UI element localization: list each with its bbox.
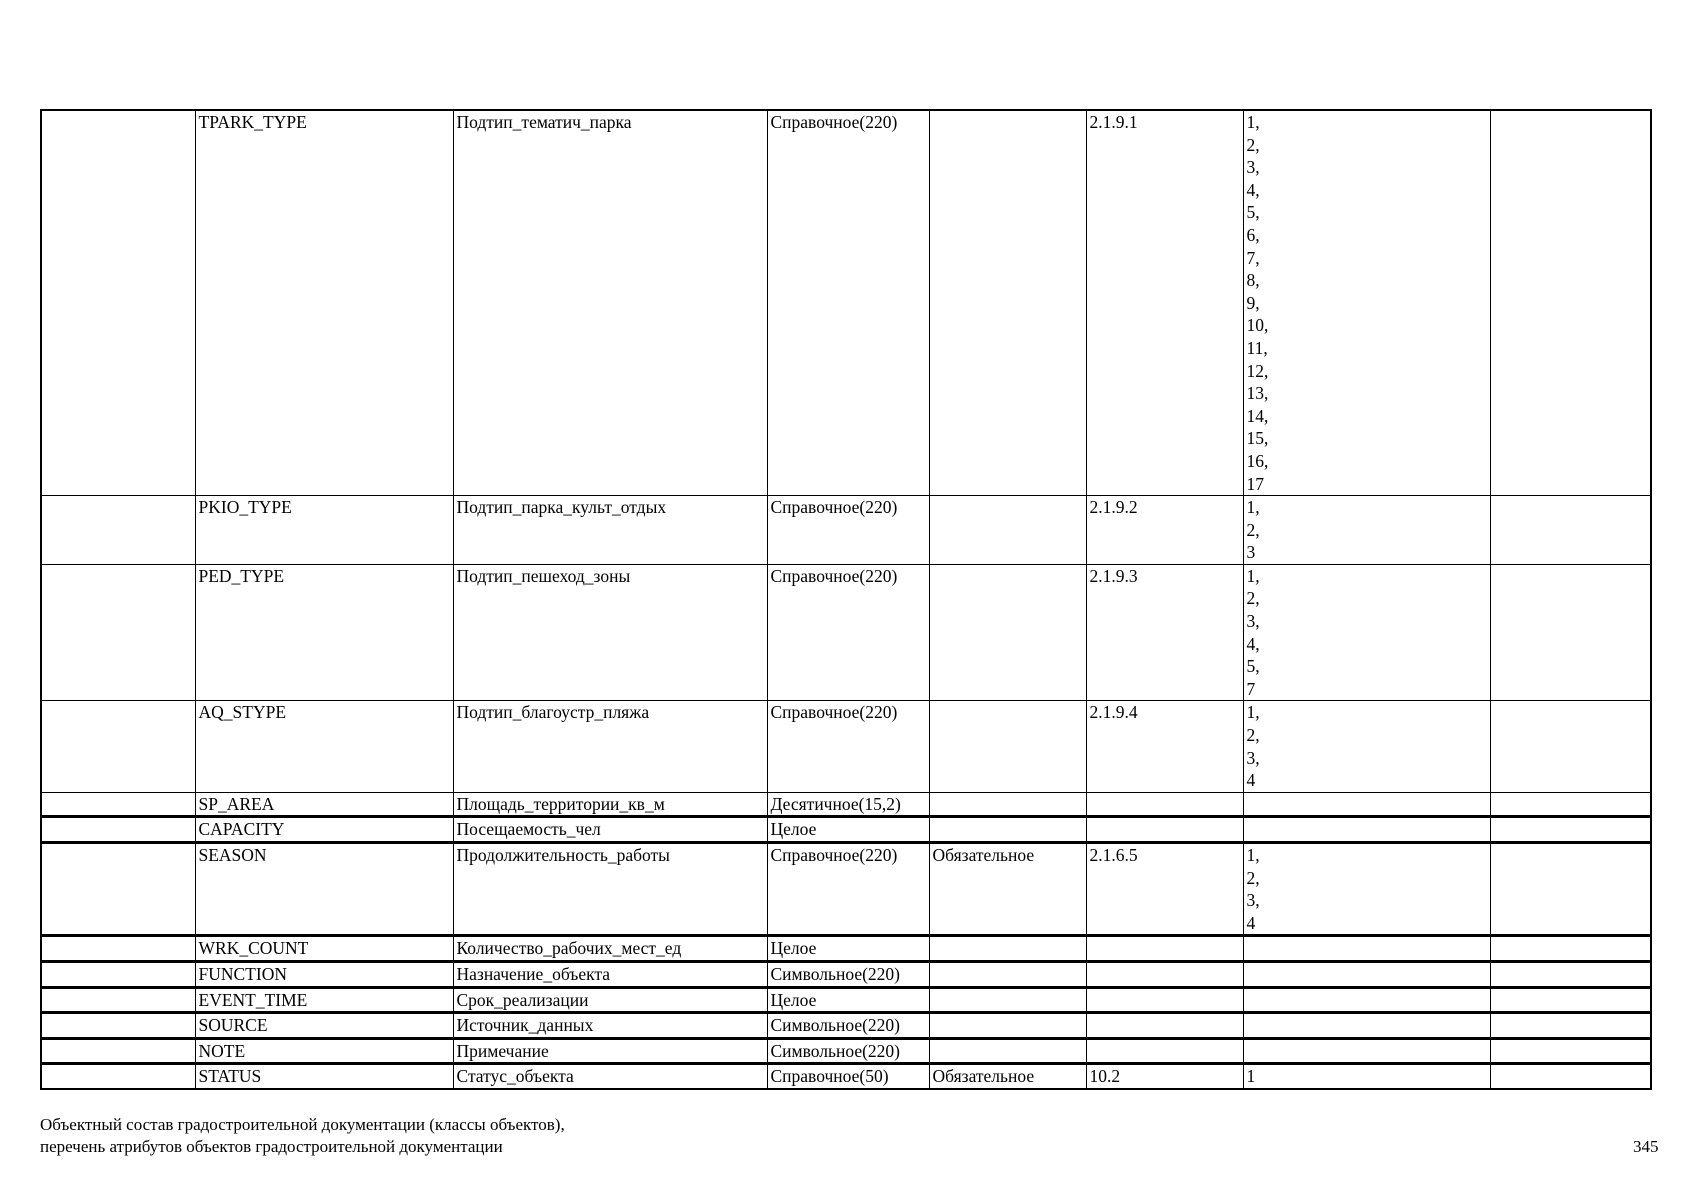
empty-cell [41, 701, 195, 792]
attribute-name-cell: Подтип_пешеход_зоны [453, 564, 767, 701]
empty-cell [1490, 961, 1651, 987]
table-row [41, 936, 1651, 962]
value-item: 4, [1246, 633, 1260, 654]
empty-cell [1490, 564, 1651, 701]
attribute-name-cell: Продолжительность_работы [453, 843, 767, 936]
required-cell [929, 1038, 1086, 1064]
values-cell [1243, 1013, 1490, 1039]
required-cell [929, 817, 1086, 843]
empty-cell [1490, 701, 1651, 792]
values-cell [1243, 987, 1490, 1013]
data-type-cell: Целое [767, 817, 929, 843]
table-row [41, 1038, 1651, 1064]
value-item: 16, [1246, 450, 1269, 471]
value-item: 1, [1246, 702, 1260, 723]
attribute-code-cell: CAPACITY [195, 817, 453, 843]
value-item: 15, [1246, 428, 1269, 449]
values-cell [1243, 496, 1490, 565]
data-type-cell: Символьное(220) [767, 1038, 929, 1064]
reference-cell: 10.2 [1086, 1064, 1243, 1089]
attribute-name-cell: Примечание [453, 1038, 767, 1064]
attribute-name-cell: Подтип_парка_культ_отдых [453, 496, 767, 565]
data-type-cell: Справочное(220) [767, 564, 929, 701]
footer-line-1: Объектный состав градостроительной документации (классы объектов), [40, 1115, 565, 1134]
values-cell [1243, 936, 1490, 962]
reference-cell [1086, 961, 1243, 987]
values-cell [1243, 817, 1490, 843]
attributes-table-body [41, 110, 1651, 1089]
attribute-code-cell: SEASON [195, 843, 453, 936]
attribute-name-cell: Подтип_благоустр_пляжа [453, 701, 767, 792]
value-item: 6, [1246, 224, 1260, 245]
empty-cell [41, 843, 195, 936]
attribute-code-cell: TPARK_TYPE [195, 110, 453, 496]
table-row [41, 1013, 1651, 1039]
attribute-code-cell: STATUS [195, 1064, 453, 1089]
table-row [41, 792, 1651, 817]
page-number: 345 [1633, 1137, 1659, 1156]
empty-cell [1490, 987, 1651, 1013]
reference-cell: 2.1.9.3 [1086, 564, 1243, 701]
table-row [41, 987, 1651, 1013]
data-type-cell: Целое [767, 936, 929, 962]
attribute-code-cell: EVENT_TIME [195, 987, 453, 1013]
data-type-cell: Справочное(220) [767, 496, 929, 565]
table-row [41, 496, 1651, 565]
table-row [41, 961, 1651, 987]
value-item: 2, [1246, 134, 1260, 155]
value-item: 10, [1246, 315, 1269, 336]
data-type-cell: Справочное(220) [767, 843, 929, 936]
value-item: 2, [1246, 867, 1260, 888]
values-cell [1243, 961, 1490, 987]
required-cell [929, 936, 1086, 962]
table-row [41, 843, 1651, 936]
reference-cell: 2.1.9.2 [1086, 496, 1243, 565]
attribute-code-cell: AQ_STYPE [195, 701, 453, 792]
attribute-name-cell: Площадь_территории_кв_м [453, 792, 767, 817]
value-item: 4, [1246, 179, 1260, 200]
reference-cell [1086, 936, 1243, 962]
value-item: 4 [1246, 770, 1256, 791]
attribute-name-cell: Срок_реализации [453, 987, 767, 1013]
value-item: 5, [1246, 656, 1260, 677]
empty-cell [41, 792, 195, 817]
required-cell [929, 110, 1086, 496]
required-cell [929, 496, 1086, 565]
value-item: 1, [1246, 112, 1260, 132]
document-footer [40, 1114, 565, 1158]
attribute-name-cell: Назначение_объекта [453, 961, 767, 987]
value-item: 4 [1246, 912, 1256, 933]
values-cell [1243, 701, 1490, 792]
data-type-cell: Десятичное(15,2) [767, 792, 929, 817]
value-item: 17 [1246, 473, 1264, 494]
reference-cell: 2.1.9.1 [1086, 110, 1243, 496]
values-cell [1243, 843, 1490, 936]
required-cell [929, 564, 1086, 701]
data-type-cell: Справочное(220) [767, 110, 929, 496]
attribute-code-cell: NOTE [195, 1038, 453, 1064]
empty-cell [1490, 110, 1651, 496]
required-cell [929, 1013, 1086, 1039]
empty-cell [1490, 936, 1651, 962]
data-type-cell: Символьное(220) [767, 1013, 929, 1039]
data-type-cell: Целое [767, 987, 929, 1013]
value-item: 2, [1246, 588, 1260, 609]
value-item: 5, [1246, 202, 1260, 223]
reference-cell [1086, 1038, 1243, 1064]
reference-cell [1086, 792, 1243, 817]
empty-cell [41, 1064, 195, 1089]
values-cell [1243, 1064, 1490, 1089]
reference-cell [1086, 817, 1243, 843]
attribute-code-cell: WRK_COUNT [195, 936, 453, 962]
reference-cell [1086, 987, 1243, 1013]
table-row [41, 1064, 1651, 1089]
empty-cell [41, 496, 195, 565]
empty-cell [41, 961, 195, 987]
empty-cell [1490, 1013, 1651, 1039]
reference-cell: 2.1.9.4 [1086, 701, 1243, 792]
required-cell [929, 701, 1086, 792]
values-cell [1243, 792, 1490, 817]
table-row [41, 110, 1651, 496]
required-cell [929, 961, 1086, 987]
attribute-code-cell: SP_AREA [195, 792, 453, 817]
empty-cell [1490, 843, 1651, 936]
table-row [41, 564, 1651, 701]
empty-cell [1490, 1038, 1651, 1064]
value-item: 3, [1246, 157, 1260, 178]
table-row [41, 817, 1651, 843]
required-cell [929, 987, 1086, 1013]
empty-cell [41, 817, 195, 843]
attribute-code-cell: PKIO_TYPE [195, 496, 453, 565]
value-item: 2, [1246, 725, 1260, 746]
reference-cell: 2.1.6.5 [1086, 843, 1243, 936]
attributes-table [40, 109, 1652, 1090]
value-item: 7, [1246, 247, 1260, 268]
value-item: 1, [1246, 565, 1260, 586]
values-cell [1243, 1038, 1490, 1064]
empty-cell [41, 987, 195, 1013]
reference-cell [1086, 1013, 1243, 1039]
attribute-name-cell: Подтип_тематич_парка [453, 110, 767, 496]
data-type-cell: Справочное(50) [767, 1064, 929, 1089]
attribute-name-cell: Статус_объекта [453, 1064, 767, 1089]
attribute-code-cell: FUNCTION [195, 961, 453, 987]
empty-cell [1490, 792, 1651, 817]
values-cell [1243, 110, 1490, 496]
data-type-cell: Справочное(220) [767, 701, 929, 792]
empty-cell [41, 564, 195, 701]
value-item: 8, [1246, 270, 1260, 291]
table-row [41, 701, 1651, 792]
value-item: 1, [1246, 845, 1260, 865]
attribute-code-cell: SOURCE [195, 1013, 453, 1039]
value-item: 2, [1246, 519, 1260, 540]
value-item: 1 [1246, 1066, 1256, 1087]
empty-cell [1490, 496, 1651, 565]
required-cell [929, 792, 1086, 817]
value-item: 3 [1246, 542, 1256, 563]
attribute-name-cell: Количество_рабочих_мест_ед [453, 936, 767, 962]
value-item: 3, [1246, 747, 1260, 768]
empty-cell [41, 1013, 195, 1039]
value-item: 9, [1246, 292, 1260, 313]
data-type-cell: Символьное(220) [767, 961, 929, 987]
footer-line-2: перечень атрибутов объектов градостроительной документации [40, 1137, 503, 1156]
empty-cell [1490, 817, 1651, 843]
value-item: 1, [1246, 497, 1260, 518]
attribute-name-cell: Посещаемость_чел [453, 817, 767, 843]
value-item: 7 [1246, 678, 1256, 699]
required-cell: Обязательное [929, 1064, 1086, 1089]
required-cell: Обязательное [929, 843, 1086, 936]
empty-cell [41, 1038, 195, 1064]
value-item: 3, [1246, 611, 1260, 632]
empty-cell [1490, 1064, 1651, 1089]
value-item: 3, [1246, 890, 1260, 911]
attribute-code-cell: PED_TYPE [195, 564, 453, 701]
value-item: 14, [1246, 405, 1269, 426]
empty-cell [41, 936, 195, 962]
values-cell [1243, 564, 1490, 701]
attribute-name-cell: Источник_данных [453, 1013, 767, 1039]
empty-cell [41, 110, 195, 496]
value-item: 13, [1246, 383, 1269, 404]
value-item: 12, [1246, 360, 1269, 381]
value-item: 11, [1246, 337, 1268, 358]
